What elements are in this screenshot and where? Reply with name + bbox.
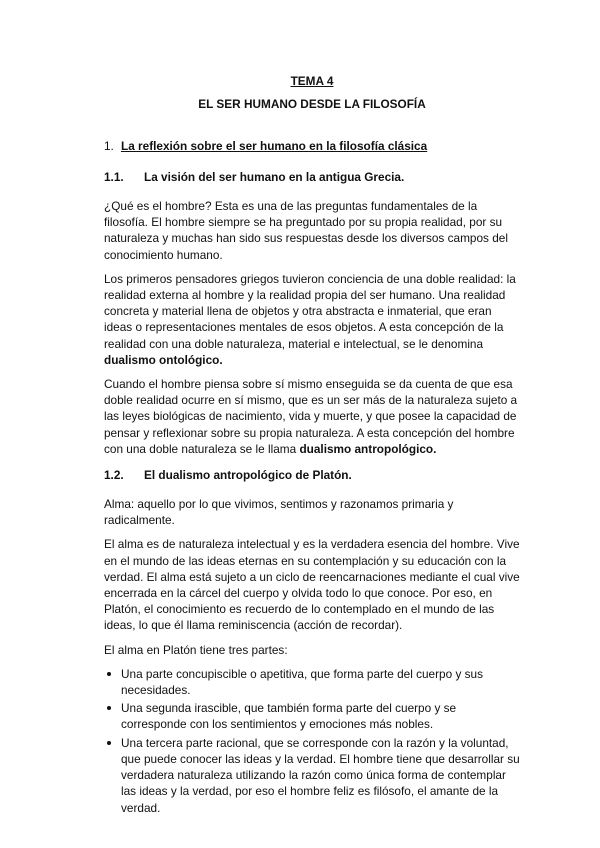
list-item: Una segunda irascible, que también forma parte del cuerpo y se corresponde con los sentimientos y emociones más nobles.: [104, 700, 520, 732]
section-1-1-title: La visión del ser humano en la antigua Grecia.: [144, 170, 405, 184]
list-item: Una tercera parte racional, que se corresponde con la razón y la voluntad, que puede conocer las ideas y la verdad. El hombre tiene que desarrollar su verdadera naturaleza utilizando la razón como única forma de contemplar las ideas y la verdad, por eso el hombre feliz es filósofo, el amante de la verdad.: [104, 735, 520, 816]
paragraph: Alma: aquello por lo que vivimos, sentimos y razonamos primaria y radicalmente.: [104, 497, 454, 528]
section-1-2-heading: [104, 467, 520, 484]
paragraph-text: Los primeros pensadores griegos tuvieron conciencia de una doble realidad: la realidad externa al hombre y la realidad propia del ser humano. Una realidad concreta y material llena de objetos y otra abstracta e inmaterial, que eran ideas o representaciones mentales de esos objetos. A esta concepción de la realidad con una doble naturaleza, material e intelectual, se le denomina: [104, 271, 516, 351]
paragraph-text: Cuando el hombre piensa sobre sí mismo enseguida se da cuenta de que esa doble realidad ocurre en sí mismo, que es un ser más de la naturaleza sujeto a las leyes biológicas de nacimiento, vida y muerte, y que posee la capacidad de pensar y reflexionar sobre su propia naturaleza. A esta concepción del hombre con una doble naturaleza se le llama: [104, 377, 518, 456]
section-1-2-number: 1.2.: [104, 468, 124, 483]
section-1-heading: [104, 138, 520, 155]
document-title: TEMA 4: [290, 74, 334, 88]
section-1-1-heading: [104, 169, 520, 186]
section-1-1-number: 1.1.: [104, 170, 124, 184]
section-1-number: 1.: [104, 139, 114, 153]
term-dualismo-antropologico: dualismo antropológico.: [299, 441, 437, 456]
document-subtitle: EL SER HUMANO DESDE LA FILOSOFÍA: [198, 97, 426, 111]
document-page: [104, 73, 520, 816]
term-dualismo-ontologico: dualismo ontológico.: [104, 352, 223, 367]
list-item: Una parte concupiscible o apetitiva, que forma parte del cuerpo y sus necesidades.: [104, 666, 520, 698]
section-1-title: La reflexión sobre el ser humano en la filosofía clásica: [121, 139, 428, 153]
paragraph: [104, 376, 520, 457]
paragraph: [104, 271, 520, 368]
paragraph: El alma en Platón tiene tres partes:: [104, 642, 288, 657]
paragraph: ¿Qué es el hombre? Esta es una de las preguntas fundamentales de la filosofía. El hombre siempre se ha preguntado por su propia realidad, por su naturaleza y muchas han sido sus respuestas desde los diversos campos del conocimiento humano.: [104, 199, 508, 262]
paragraph: El alma es de naturaleza intelectual y es la verdadera esencia del hombre. Vive en el mundo de las ideas eternas en su contemplación y su educación con la verdad. El alma está sujeto a un ciclo de reencarnaciones mediante el cual vive encerrada en la cárcel del cuerpo y olvida todo lo que conoce. Por eso, en Platón, el conocimiento es recuerdo de lo contemplado en el mundo de las ideas, lo que él llama reminiscencia (acción de recordar).: [104, 537, 520, 633]
section-1-2-title: El dualismo antropológico de Platón.: [144, 468, 352, 483]
soul-parts-list: [104, 666, 520, 816]
